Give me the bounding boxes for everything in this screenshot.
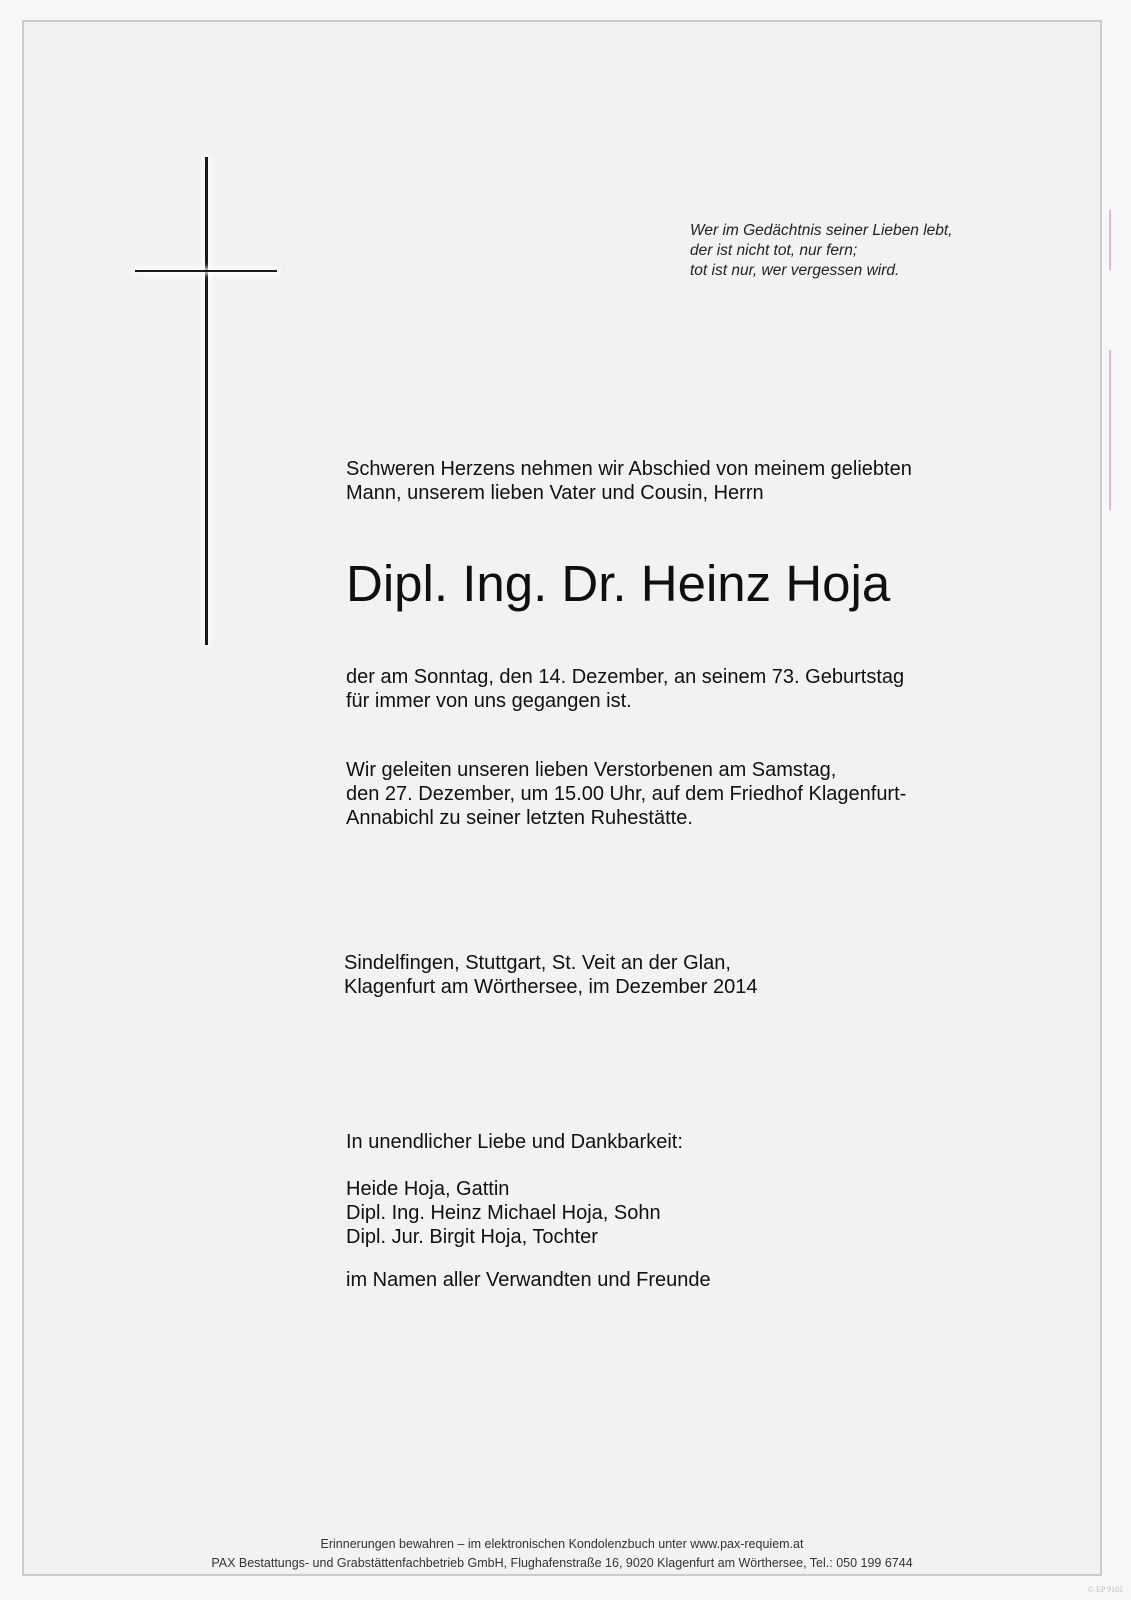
death-line: der am Sonntag, den 14. Dezember, an seinem 73. Geburtstag — [346, 666, 905, 688]
quote-line: Wer im Gedächtnis seiner Lieben lebt, — [690, 222, 953, 239]
mourners-list — [346, 1177, 661, 1249]
mourner: Dipl. Jur. Birgit Hoja, Tochter — [346, 1226, 598, 1248]
mourner: Dipl. Ing. Heinz Michael Hoja, Sohn — [346, 1202, 661, 1224]
death-notice — [346, 665, 904, 713]
intro-line: Schweren Herzens nehmen wir Abschied von meinem geliebten — [346, 458, 912, 480]
closing-line: im Namen aller Verwandten und Freunde — [346, 1269, 711, 1291]
cross-icon-beam — [135, 270, 277, 272]
intro-text — [346, 457, 912, 505]
places-line: Klagenfurt am Wörthersee, im Dezember 2014 — [344, 976, 758, 998]
quote-line: tot ist nur, wer vergessen wird. — [690, 262, 900, 279]
edge-mark — [1109, 210, 1111, 270]
thanks-line: In unendlicher Liebe und Dankbarkeit: — [346, 1131, 683, 1153]
funeral-info — [346, 758, 906, 830]
corner-tag: © EP 9101 — [1087, 1585, 1123, 1594]
places-date — [344, 951, 758, 999]
places-line: Sindelfingen, Stuttgart, St. Veit an der Glan, — [344, 952, 731, 974]
footer — [22, 1535, 1102, 1573]
memorial-quote — [690, 221, 1020, 281]
mourner: Heide Hoja, Gattin — [346, 1178, 510, 1200]
cross-icon — [205, 157, 208, 645]
footer-line-company: PAX Bestattungs- und Grabstättenfachbetrieb GmbH, Flughafenstraße 16, 9020 Klagenfurt am Wörthersee, Tel.: 050 199 6744 — [211, 1556, 913, 1570]
funeral-line: den 27. Dezember, um 15.00 Uhr, auf dem Friedhof Klagenfurt- — [346, 783, 907, 805]
funeral-line: Annabichl zu seiner letzten Ruhestätte. — [346, 807, 693, 829]
intro-line: Mann, unserem lieben Vater und Cousin, Herrn — [346, 482, 764, 504]
funeral-line: Wir geleiten unseren lieben Verstorbenen am Samstag, — [346, 759, 837, 781]
quote-line: der ist nicht tot, nur fern; — [690, 242, 858, 259]
death-line: für immer von uns gegangen ist. — [346, 690, 632, 712]
deceased-name: Dipl. Ing. Dr. Heinz Hoja — [346, 555, 891, 612]
edge-mark — [1109, 350, 1111, 510]
footer-line-kondolenz: Erinnerungen bewahren – im elektronischen Kondolenzbuch unter www.pax-requiem.at — [320, 1537, 804, 1551]
